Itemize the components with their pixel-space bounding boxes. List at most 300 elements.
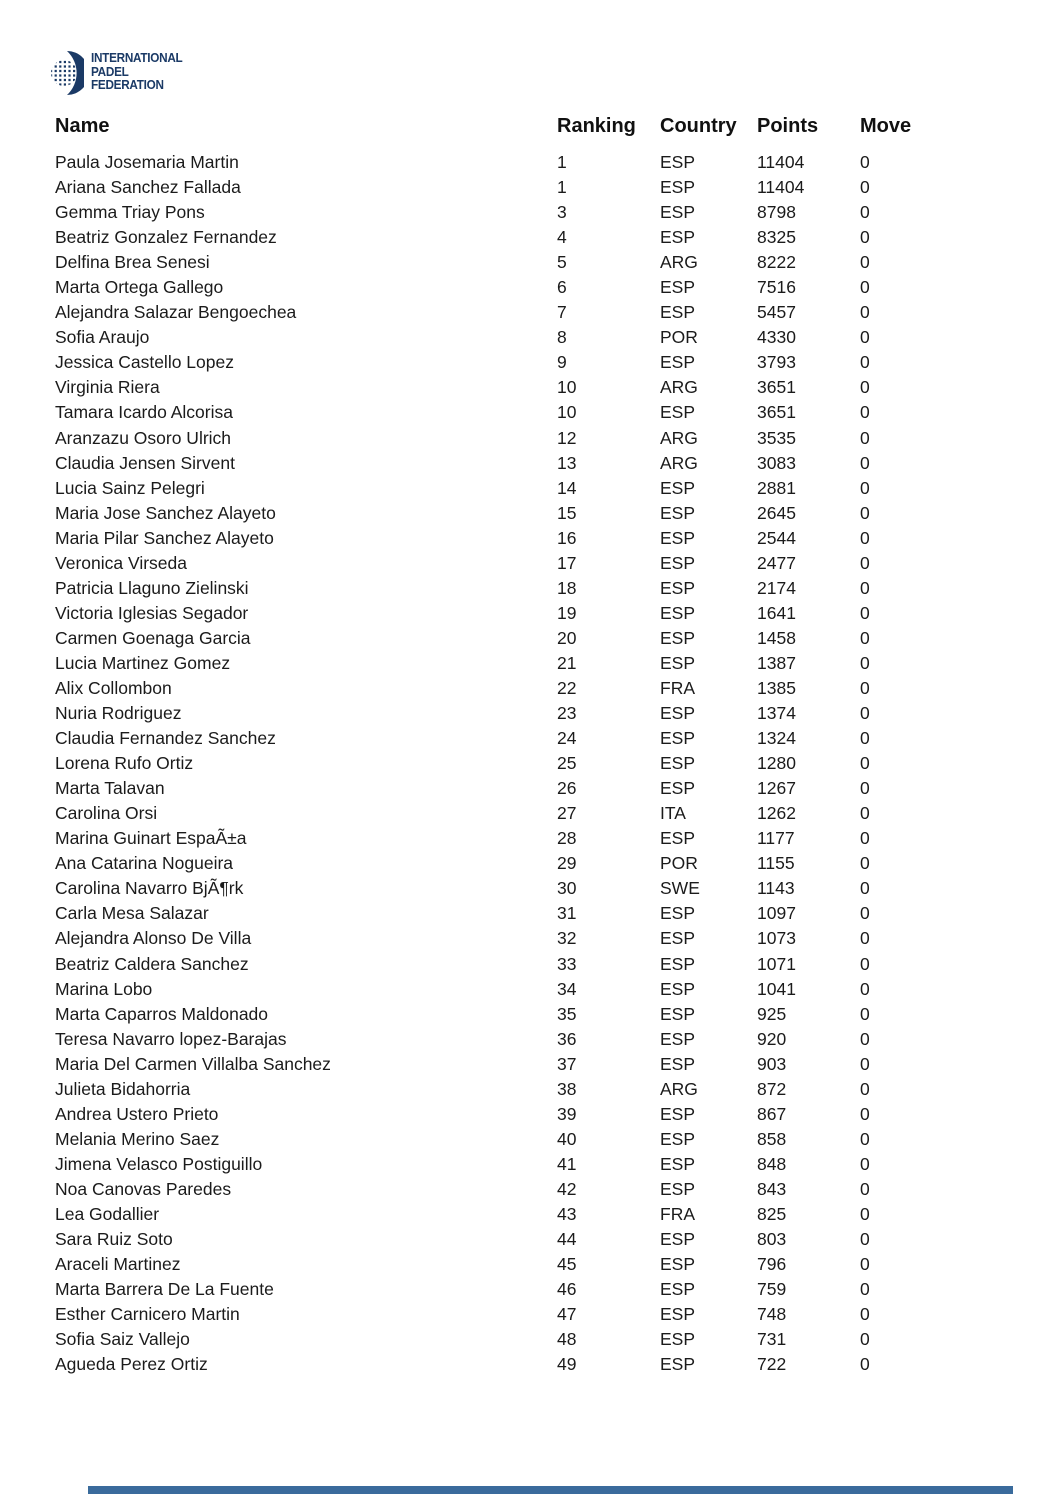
dotted-globe-crescent-icon xyxy=(50,50,84,96)
points-cell: 11404 xyxy=(757,177,805,198)
table-row xyxy=(0,676,1058,701)
points-cell: 803 xyxy=(757,1229,787,1250)
table-row xyxy=(0,225,1058,250)
federation-logo-wordmark xyxy=(91,52,182,93)
country-cell: ARG xyxy=(660,252,698,273)
ranking-cell: 33 xyxy=(557,953,577,974)
ranking-cell: 21 xyxy=(557,652,577,673)
table-row xyxy=(0,501,1058,526)
ranking-cell: 48 xyxy=(557,1329,577,1350)
ranking-cell: 36 xyxy=(557,1028,577,1049)
player-name-cell: Alejandra Salazar Bengoechea xyxy=(55,302,297,323)
points-cell: 8325 xyxy=(757,227,796,248)
country-cell: ESP xyxy=(660,577,696,598)
points-cell: 2544 xyxy=(757,527,796,548)
points-cell: 1155 xyxy=(757,853,795,874)
move-cell: 0 xyxy=(860,202,870,223)
move-cell: 0 xyxy=(860,1103,870,1124)
move-cell: 0 xyxy=(860,527,870,548)
ranking-cell: 41 xyxy=(557,1153,577,1174)
move-cell: 0 xyxy=(860,853,870,874)
player-name-cell: Beatriz Caldera Sanchez xyxy=(55,953,249,974)
table-row xyxy=(0,1202,1058,1227)
country-cell: ESP xyxy=(660,627,696,648)
move-cell: 0 xyxy=(860,1203,870,1224)
table-row xyxy=(0,1327,1058,1352)
ranking-cell: 5 xyxy=(557,252,567,273)
ranking-cell: 47 xyxy=(557,1304,577,1325)
ranking-cell: 37 xyxy=(557,1053,577,1074)
points-cell: 5457 xyxy=(757,302,796,323)
player-name-cell: Noa Canovas Paredes xyxy=(55,1178,232,1199)
move-cell: 0 xyxy=(860,1229,870,1250)
move-cell: 0 xyxy=(860,302,870,323)
table-row xyxy=(0,175,1058,200)
move-cell: 0 xyxy=(860,1003,870,1024)
move-cell: 0 xyxy=(860,452,870,473)
ranking-cell: 49 xyxy=(557,1354,577,1375)
ranking-cell: 40 xyxy=(557,1128,577,1149)
player-name-cell: Paula Josemaria Martin xyxy=(55,152,239,172)
move-cell: 0 xyxy=(860,878,870,899)
player-name-cell: Gemma Triay Pons xyxy=(55,202,205,223)
points-cell: 4330 xyxy=(757,327,796,348)
country-cell: ESP xyxy=(660,502,696,523)
country-cell: ESP xyxy=(660,152,696,172)
player-name-cell: Lorena Rufo Ortiz xyxy=(55,753,194,774)
ranking-cell: 15 xyxy=(557,502,577,523)
column-header-points: Points xyxy=(757,115,819,137)
points-cell: 8798 xyxy=(757,202,796,223)
move-cell: 0 xyxy=(860,602,870,623)
table-row xyxy=(0,1227,1058,1252)
player-name-cell: Agueda Perez Ortiz xyxy=(55,1354,208,1375)
move-cell: 0 xyxy=(860,1028,870,1049)
table-row xyxy=(0,1002,1058,1027)
ranking-cell: 14 xyxy=(557,477,577,498)
country-cell: SWE xyxy=(660,878,700,899)
player-name-cell: Maria Del Carmen Villalba Sanchez xyxy=(55,1053,331,1074)
move-cell: 0 xyxy=(860,903,870,924)
table-row xyxy=(0,1102,1058,1127)
table-row xyxy=(0,1127,1058,1152)
column-header-name: Name xyxy=(55,115,110,137)
move-cell: 0 xyxy=(860,152,870,172)
ranking-cell: 22 xyxy=(557,677,577,698)
country-cell: ESP xyxy=(660,1329,696,1350)
country-cell: ESP xyxy=(660,552,696,573)
table-row xyxy=(0,1252,1058,1277)
logo-line-2: PADEL xyxy=(91,64,129,79)
country-cell: ESP xyxy=(660,1354,696,1375)
country-cell: ESP xyxy=(660,903,696,924)
player-name-cell: Victoria Iglesias Segador xyxy=(55,602,249,623)
column-header-country: Country xyxy=(660,115,737,137)
player-name-cell: Marina Guinart EspaÃ±a xyxy=(55,828,247,849)
table-row xyxy=(0,901,1058,926)
table-row xyxy=(0,476,1058,501)
ranking-cell: 7 xyxy=(557,302,567,323)
table-row xyxy=(0,426,1058,451)
table-row xyxy=(0,350,1058,375)
points-cell: 1387 xyxy=(757,652,796,673)
country-cell: FRA xyxy=(660,1203,695,1224)
ranking-cell: 32 xyxy=(557,928,577,949)
table-row xyxy=(0,375,1058,400)
player-name-cell: Veronica Virseda xyxy=(55,552,187,573)
player-name-cell: Tamara Icardo Alcorisa xyxy=(55,402,233,423)
country-cell: ESP xyxy=(660,778,696,799)
player-name-cell: Jimena Velasco Postiguillo xyxy=(55,1153,263,1174)
table-row xyxy=(0,551,1058,576)
table-row xyxy=(0,751,1058,776)
ranking-cell: 13 xyxy=(557,452,577,473)
table-row xyxy=(0,1077,1058,1102)
table-row xyxy=(0,601,1058,626)
federation-logo xyxy=(50,50,188,96)
country-cell: ESP xyxy=(660,1028,696,1049)
country-cell: POR xyxy=(660,327,698,348)
points-cell: 867 xyxy=(757,1103,787,1124)
table-row xyxy=(0,576,1058,601)
country-cell: ESP xyxy=(660,728,696,749)
table-row xyxy=(0,977,1058,1002)
country-cell: FRA xyxy=(660,677,695,698)
ranking-cell: 19 xyxy=(557,602,577,623)
points-cell: 1071 xyxy=(757,953,796,974)
country-cell: ESP xyxy=(660,352,696,373)
points-cell: 3793 xyxy=(757,352,796,373)
player-name-cell: Marina Lobo xyxy=(55,978,153,999)
ranking-cell: 44 xyxy=(557,1229,577,1250)
player-name-cell: Andrea Ustero Prieto xyxy=(55,1103,219,1124)
player-name-cell: Claudia Jensen Sirvent xyxy=(55,452,235,473)
player-name-cell: Alix Collombon xyxy=(55,677,172,698)
table-row xyxy=(0,451,1058,476)
player-name-cell: Marta Ortega Gallego xyxy=(55,277,224,298)
ranking-cell: 35 xyxy=(557,1003,577,1024)
table-row xyxy=(0,1352,1058,1377)
column-header-move: Move xyxy=(860,115,912,137)
move-cell: 0 xyxy=(860,427,870,448)
points-cell: 903 xyxy=(757,1053,787,1074)
points-cell: 872 xyxy=(757,1078,787,1099)
country-cell: ESP xyxy=(660,1128,696,1149)
points-cell: 825 xyxy=(757,1203,787,1224)
points-cell: 858 xyxy=(757,1128,787,1149)
player-name-cell: Marta Caparros Maldonado xyxy=(55,1003,269,1024)
points-cell: 1324 xyxy=(757,728,796,749)
column-header-ranking: Ranking xyxy=(557,115,636,137)
table-row xyxy=(0,526,1058,551)
ranking-cell: 27 xyxy=(557,803,577,824)
player-name-cell: Claudia Fernandez Sanchez xyxy=(55,728,276,749)
points-cell: 3083 xyxy=(757,452,796,473)
country-cell: ESP xyxy=(660,1229,696,1250)
country-cell: ARG xyxy=(660,1078,698,1099)
player-name-cell: Araceli Martinez xyxy=(55,1254,181,1275)
player-name-cell: Lucia Sainz Pelegri xyxy=(55,477,205,498)
player-name-cell: Marta Talavan xyxy=(55,778,165,799)
player-name-cell: Melania Merino Saez xyxy=(55,1128,220,1149)
points-cell: 1041 xyxy=(757,978,796,999)
points-cell: 1374 xyxy=(757,703,796,724)
move-cell: 0 xyxy=(860,477,870,498)
move-cell: 0 xyxy=(860,652,870,673)
table-row xyxy=(0,726,1058,751)
points-cell: 2645 xyxy=(757,502,796,523)
ranking-cell: 38 xyxy=(557,1078,577,1099)
move-cell: 0 xyxy=(860,1254,870,1275)
move-cell: 0 xyxy=(860,1304,870,1325)
move-cell: 0 xyxy=(860,753,870,774)
player-name-cell: Julieta Bidahorria xyxy=(55,1078,191,1099)
player-name-cell: Ariana Sanchez Fallada xyxy=(55,177,241,198)
table-row xyxy=(0,325,1058,350)
player-name-cell: Carmen Goenaga Garcia xyxy=(55,627,251,648)
points-cell: 1073 xyxy=(757,928,796,949)
table-row xyxy=(0,801,1058,826)
player-name-cell: Lucia Martinez Gomez xyxy=(55,652,231,673)
ranking-cell: 8 xyxy=(557,327,567,348)
move-cell: 0 xyxy=(860,778,870,799)
country-cell: ESP xyxy=(660,1279,696,1300)
points-cell: 1097 xyxy=(757,903,796,924)
ranking-cell: 42 xyxy=(557,1178,577,1199)
ranking-cell: 20 xyxy=(557,627,577,648)
points-cell: 796 xyxy=(757,1254,787,1275)
player-name-cell: Teresa Navarro lopez-Barajas xyxy=(55,1028,287,1049)
country-cell: ESP xyxy=(660,1304,696,1325)
points-cell: 1267 xyxy=(757,778,796,799)
table-row xyxy=(0,1277,1058,1302)
country-cell: ESP xyxy=(660,1254,696,1275)
country-cell: ESP xyxy=(660,953,696,974)
player-name-cell: Carolina Navarro BjÃ¶rk xyxy=(55,878,244,899)
country-cell: ESP xyxy=(660,828,696,849)
country-cell: ESP xyxy=(660,1178,696,1199)
points-cell: 2477 xyxy=(757,552,796,573)
ranking-cell: 10 xyxy=(557,377,577,398)
move-cell: 0 xyxy=(860,928,870,949)
move-cell: 0 xyxy=(860,1279,870,1300)
country-cell: ARG xyxy=(660,427,698,448)
logo-line-3: FEDERATION xyxy=(91,78,164,92)
player-name-cell: Patricia Llaguno Zielinski xyxy=(55,577,249,598)
table-row xyxy=(0,876,1058,901)
points-cell: 3651 xyxy=(757,377,796,398)
table-header-row xyxy=(0,113,1058,139)
table-row xyxy=(0,776,1058,801)
move-cell: 0 xyxy=(860,327,870,348)
points-cell: 3535 xyxy=(757,427,796,448)
table-row xyxy=(0,250,1058,275)
table-row xyxy=(0,1152,1058,1177)
ranking-cell: 25 xyxy=(557,753,577,774)
move-cell: 0 xyxy=(860,728,870,749)
country-cell: ITA xyxy=(660,803,686,824)
country-cell: ESP xyxy=(660,177,696,198)
country-cell: ARG xyxy=(660,452,698,473)
ranking-cell: 16 xyxy=(557,527,577,548)
move-cell: 0 xyxy=(860,377,870,398)
player-name-cell: Sofia Saiz Vallejo xyxy=(55,1329,190,1350)
country-cell: ESP xyxy=(660,1003,696,1024)
move-cell: 0 xyxy=(860,1329,870,1350)
table-row xyxy=(0,826,1058,851)
move-cell: 0 xyxy=(860,1128,870,1149)
move-cell: 0 xyxy=(860,227,870,248)
move-cell: 0 xyxy=(860,1053,870,1074)
country-cell: ESP xyxy=(660,928,696,949)
table-row xyxy=(0,926,1058,951)
ranking-cell: 34 xyxy=(557,978,577,999)
player-name-cell: Esther Carnicero Martin xyxy=(55,1304,240,1325)
move-cell: 0 xyxy=(860,828,870,849)
points-cell: 2174 xyxy=(757,577,796,598)
player-name-cell: Sofia Araujo xyxy=(55,327,150,348)
table-row xyxy=(0,1177,1058,1202)
points-cell: 1280 xyxy=(757,753,796,774)
country-cell: ESP xyxy=(660,753,696,774)
ranking-cell: 1 xyxy=(557,177,567,198)
move-cell: 0 xyxy=(860,502,870,523)
move-cell: 0 xyxy=(860,703,870,724)
ranking-cell: 17 xyxy=(557,552,577,573)
ranking-cell: 1 xyxy=(557,152,567,172)
points-cell: 722 xyxy=(757,1354,787,1375)
table-row xyxy=(0,400,1058,425)
player-name-cell: Maria Jose Sanchez Alayeto xyxy=(55,502,276,523)
player-name-cell: Maria Pilar Sanchez Alayeto xyxy=(55,527,274,548)
player-name-cell: Lea Godallier xyxy=(55,1203,160,1224)
country-cell: ESP xyxy=(660,978,696,999)
country-cell: ESP xyxy=(660,1053,696,1074)
table-row xyxy=(0,952,1058,977)
ranking-cell: 24 xyxy=(557,728,577,749)
country-cell: ESP xyxy=(660,402,696,423)
ranking-cell: 23 xyxy=(557,703,577,724)
points-cell: 1641 xyxy=(757,602,796,623)
points-cell: 759 xyxy=(757,1279,787,1300)
country-cell: ESP xyxy=(660,527,696,548)
move-cell: 0 xyxy=(860,953,870,974)
table-row xyxy=(0,851,1058,876)
move-cell: 0 xyxy=(860,677,870,698)
move-cell: 0 xyxy=(860,177,870,198)
logo-line-1: INTERNATIONAL xyxy=(91,51,183,65)
player-name-cell: Jessica Castello Lopez xyxy=(55,352,234,373)
points-cell: 2881 xyxy=(757,477,796,498)
ranking-cell: 18 xyxy=(557,577,577,598)
points-cell: 1385 xyxy=(757,677,796,698)
move-cell: 0 xyxy=(860,252,870,273)
player-name-cell: Carolina Orsi xyxy=(55,803,158,824)
ranking-cell: 45 xyxy=(557,1254,577,1275)
points-cell: 1143 xyxy=(757,878,795,899)
ranking-cell: 26 xyxy=(557,778,577,799)
table-row xyxy=(0,1052,1058,1077)
table-row xyxy=(0,150,1058,175)
points-cell: 848 xyxy=(757,1153,787,1174)
player-name-cell: Marta Barrera De La Fuente xyxy=(55,1279,274,1300)
ranking-cell: 3 xyxy=(557,202,567,223)
ranking-cell: 9 xyxy=(557,352,567,373)
country-cell: ESP xyxy=(660,227,696,248)
table-row xyxy=(0,651,1058,676)
ranking-cell: 10 xyxy=(557,402,577,423)
points-cell: 1458 xyxy=(757,627,796,648)
player-name-cell: Virginia Riera xyxy=(55,377,160,398)
player-name-cell: Beatriz Gonzalez Fernandez xyxy=(55,227,277,248)
country-cell: ESP xyxy=(660,302,696,323)
ranking-cell: 4 xyxy=(557,227,567,248)
points-cell: 920 xyxy=(757,1028,787,1049)
points-cell: 1177 xyxy=(757,828,795,849)
move-cell: 0 xyxy=(860,277,870,298)
table-row xyxy=(0,701,1058,726)
country-cell: ESP xyxy=(660,277,696,298)
move-cell: 0 xyxy=(860,1178,870,1199)
ranking-cell: 28 xyxy=(557,828,577,849)
player-name-cell: Delfina Brea Senesi xyxy=(55,252,210,273)
points-cell: 7516 xyxy=(757,277,796,298)
points-cell: 8222 xyxy=(757,252,796,273)
country-cell: ESP xyxy=(660,652,696,673)
move-cell: 0 xyxy=(860,1078,870,1099)
footer-accent-bar xyxy=(88,1486,1013,1494)
move-cell: 0 xyxy=(860,1153,870,1174)
move-cell: 0 xyxy=(860,978,870,999)
table-row xyxy=(0,626,1058,651)
ranking-cell: 39 xyxy=(557,1103,577,1124)
move-cell: 0 xyxy=(860,552,870,573)
country-cell: ESP xyxy=(660,202,696,223)
country-cell: ESP xyxy=(660,1103,696,1124)
table-row xyxy=(0,200,1058,225)
points-cell: 731 xyxy=(757,1329,787,1350)
player-name-cell: Sara Ruiz Soto xyxy=(55,1229,173,1250)
table-row xyxy=(0,300,1058,325)
ranking-cell: 29 xyxy=(557,853,577,874)
move-cell: 0 xyxy=(860,402,870,423)
ranking-cell: 6 xyxy=(557,277,567,298)
player-name-cell: Carla Mesa Salazar xyxy=(55,903,209,924)
move-cell: 0 xyxy=(860,577,870,598)
points-cell: 843 xyxy=(757,1178,787,1199)
move-cell: 0 xyxy=(860,627,870,648)
ranking-cell: 12 xyxy=(557,427,577,448)
country-cell: ESP xyxy=(660,703,696,724)
country-cell: ARG xyxy=(660,377,698,398)
ranking-cell: 43 xyxy=(557,1203,577,1224)
country-cell: ESP xyxy=(660,1153,696,1174)
country-cell: ESP xyxy=(660,477,696,498)
player-name-cell: Nuria Rodriguez xyxy=(55,703,182,724)
points-cell: 748 xyxy=(757,1304,787,1325)
ranking-cell: 31 xyxy=(557,903,577,924)
move-cell: 0 xyxy=(860,803,870,824)
table-row xyxy=(0,1027,1058,1052)
player-name-cell: Aranzazu Osoro Ulrich xyxy=(55,427,232,448)
player-name-cell: Alejandra Alonso De Villa xyxy=(55,928,252,949)
table-body xyxy=(0,150,1058,1377)
move-cell: 0 xyxy=(860,1354,870,1375)
player-name-cell: Ana Catarina Nogueira xyxy=(55,853,234,874)
points-cell: 925 xyxy=(757,1003,787,1024)
ranking-cell: 30 xyxy=(557,878,577,899)
country-cell: POR xyxy=(660,853,698,874)
